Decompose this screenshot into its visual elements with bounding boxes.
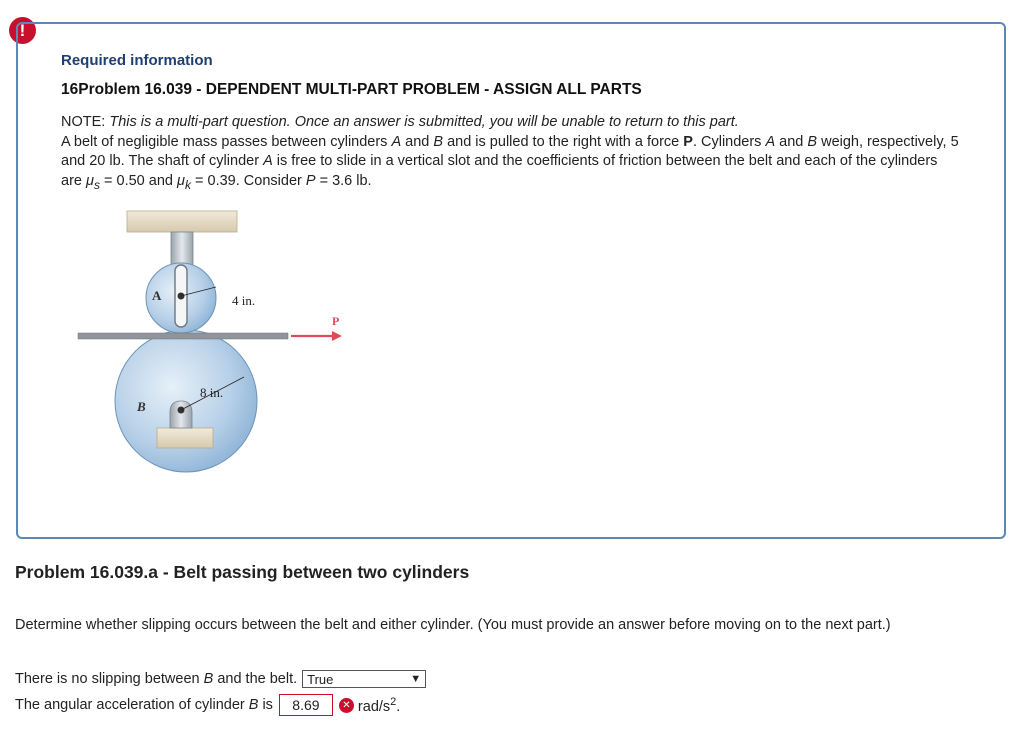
bearing-b: [170, 401, 192, 428]
mu-sub-k: k: [184, 177, 191, 192]
row1-text-a: There is no slipping between: [15, 671, 204, 687]
statement-text: = 3.6 lb.: [315, 172, 372, 189]
var-p: P: [305, 172, 316, 189]
row2-text-a: The angular acceleration of cylinder: [15, 697, 249, 713]
alert-icon: !: [9, 17, 36, 44]
incorrect-icon: ✕: [339, 698, 354, 713]
statement-text: and: [401, 133, 434, 150]
chevron-down-icon: ▼: [410, 673, 422, 685]
statement-text: A belt of negligible mass passes between cylinders: [61, 133, 392, 150]
unit-exponent: 2: [390, 695, 397, 708]
mu-symbol: μ: [86, 172, 94, 189]
dim-8in: 8 in.: [200, 385, 224, 400]
label-a: A: [152, 288, 162, 303]
unit-label: [358, 696, 400, 715]
unit-text: rad/s: [357, 698, 391, 715]
unit-period: .: [396, 698, 401, 715]
mu-sub-s: s: [93, 177, 100, 192]
force-p-arrowhead: [332, 331, 342, 341]
part-question: Determine whether slipping occurs between the belt and either cylinder. (You must provide an answer before moving on to the next part.): [15, 617, 891, 633]
row1-var-b: B: [203, 671, 214, 687]
row2-text-b: is: [258, 697, 273, 713]
problem-statement: [61, 113, 961, 195]
var-a: A: [765, 133, 776, 150]
statement-text: weigh, respectively, 5 and 20 lb. The shaft of cylinder: [61, 133, 959, 169]
statement-text: is free to slide in a vertical slot and the coefficients of friction between the belt and each of the cylinders are: [61, 153, 938, 189]
statement-text: = 0.50 and: [100, 172, 177, 189]
cylinders-diagram: [74, 205, 364, 495]
problem-figure: [74, 205, 364, 495]
row1-text-b: and the belt.: [213, 671, 298, 687]
var-a: A: [263, 153, 273, 169]
statement-text: = 0.39. Consider: [191, 172, 306, 189]
part-title: Problem 16.039.a - Belt passing between two cylinders: [15, 562, 470, 582]
required-info-heading: Required information: [61, 52, 213, 69]
angular-accel-input[interactable]: 8.69: [279, 694, 333, 716]
slipping-select[interactable]: [302, 670, 426, 688]
answer-row-angular-accel: [15, 694, 400, 716]
problem-title: 16Problem 16.039 - DEPENDENT MULTI-PART PROBLEM - ASSIGN ALL PARTS: [61, 81, 642, 98]
slipping-select-value: True: [307, 671, 334, 687]
answer-row-slipping: [15, 670, 426, 688]
statement-text: and is pulled to the right with a force: [443, 133, 684, 150]
mu-symbol: μ: [177, 172, 185, 189]
label-p: P: [332, 314, 340, 328]
var-p-bold: P: [683, 133, 693, 150]
dim-4in: 4 in.: [232, 293, 256, 308]
statement-text: and: [775, 133, 808, 150]
bottom-support: [157, 428, 213, 448]
var-b: B: [433, 133, 444, 150]
top-support: [127, 211, 237, 232]
var-b: B: [807, 133, 818, 150]
note-text: This is a multi-part question. Once an answer is submitted, you will be unable to return to this part.: [109, 114, 739, 130]
var-a: A: [391, 133, 402, 150]
statement-text: . Cylinders: [692, 133, 766, 150]
note-label: NOTE:: [61, 114, 110, 130]
belt: [78, 333, 288, 339]
label-b: B: [137, 399, 146, 414]
row2-var-b: B: [248, 697, 259, 713]
